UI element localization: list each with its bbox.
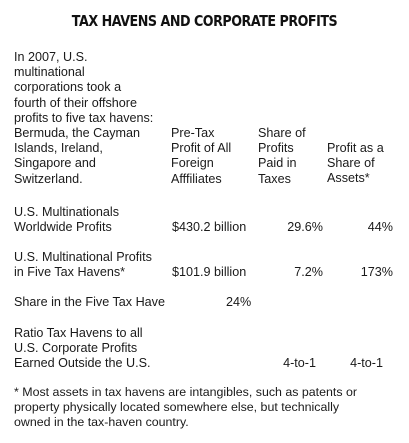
row-worldwide-profit-assets-value: 44% xyxy=(367,220,393,234)
row-worldwide-share-paid-value: 29.6% xyxy=(287,220,323,234)
intro-text: In 2007, U.S. multinational corporations took a fourth of their offshore profits to five tax havens: Bermuda, the Cayman Islands, Ireland, Singapore and Switzerland. xyxy=(14,50,154,186)
column-header-pretax-profit: Pre-Tax Profit of All Foreign Afffiliates xyxy=(171,126,232,186)
row-ratio-share-paid-value: 4-to-1 xyxy=(283,356,316,370)
row-label-five-tax-havens: U.S. Multinational Profits in Five Tax Havens* xyxy=(14,250,152,280)
footnote: * Most assets in tax havens are intangibles, such as patents or property physically located somewhere else, but technically owned in the tax-haven country. xyxy=(14,385,357,430)
row-label-worldwide-profits: U.S. Multinationals Worldwide Profits xyxy=(14,205,119,235)
column-header-profit-share-of-assets: Profit as a Share of Assets* xyxy=(327,141,384,186)
row-havens-pretax-value: $101.9 billion xyxy=(172,265,247,279)
row-worldwide-pretax-value: $430.2 billion xyxy=(172,220,247,234)
row-share-pretax-value: 24% xyxy=(226,295,252,309)
row-ratio-profit-assets-value: 4-to-1 xyxy=(350,356,383,370)
row-havens-profit-assets-value: 173% xyxy=(360,265,393,279)
page-title: TAX HAVENS AND CORPORATE PROFITS xyxy=(71,12,338,30)
column-header-share-of-profits-paid: Share of Profits Paid in Taxes xyxy=(258,126,306,186)
row-label-ratio-havens: Ratio Tax Havens to all U.S. Corporate Profits Earned Outside the U.S. xyxy=(14,326,151,371)
row-havens-share-paid-value: 7.2% xyxy=(294,265,323,279)
row-label-share-in-havens: Share in the Five Tax Have xyxy=(14,295,165,309)
